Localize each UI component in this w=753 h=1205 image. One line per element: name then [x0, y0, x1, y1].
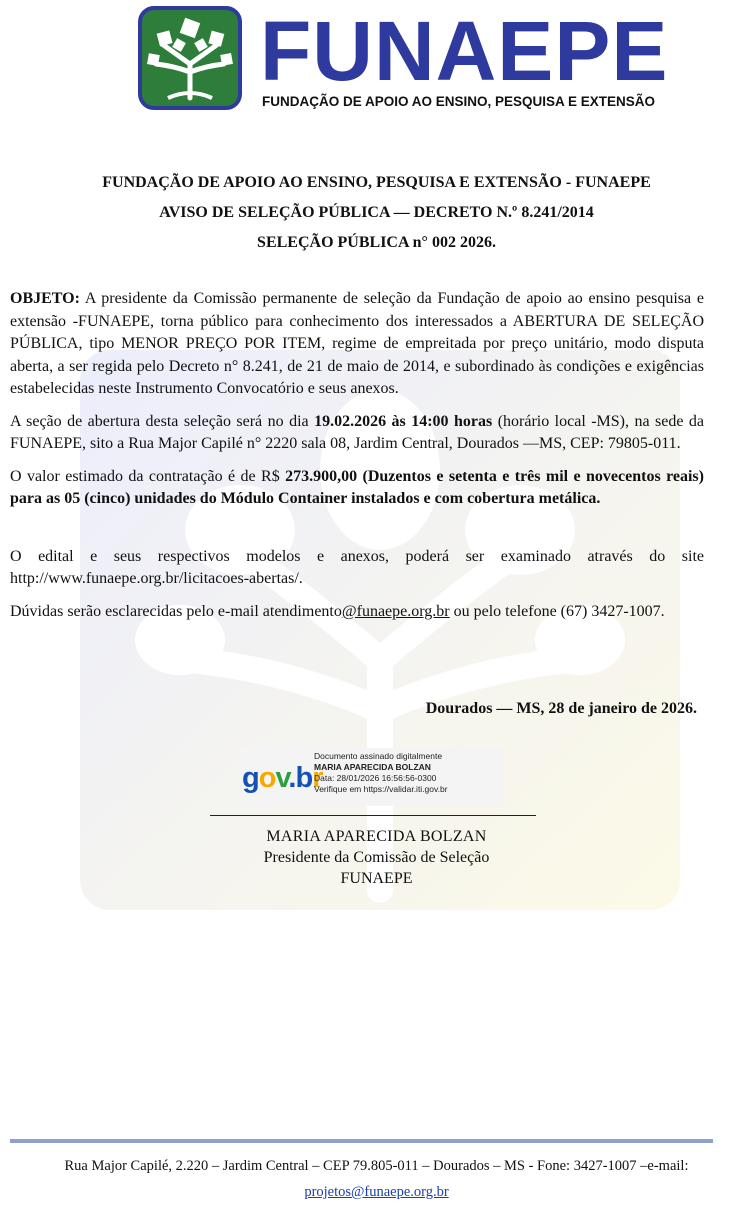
duvidas-paragraph [10, 601, 704, 624]
edital-paragraph: O edital e seus respectivos modelos e anexos, poderá ser examinado através do site http://www.funaepe.org.br/licitacoes-abertas/. [10, 547, 704, 587]
signer-name: MARIA APARECIDA BOLZAN [266, 828, 487, 845]
objeto-text: A presidente da Comissão permanente de seleção da Fundação de apoio ao ensino pesquisa e extensão -FUNAEPE, torna público para conhecimento dos interessados a ABERTURA DE SELEÇÃO PÚBLICA, tipo MENOR PREÇO POR ITEM, regime de empreitada por preço unitário, modo disputa aberta, a ser regida pelo Decreto n° 8.241, de 21 de maio de 2014, e subordinado às condições e exigências estabelecidas neste Instrumento Convocatório e seus anexos. [10, 290, 704, 397]
signature-details [314, 751, 448, 795]
signature-date: Data: 28/01/2026 16:56:56-0300 [314, 773, 437, 783]
title-line-3: SELEÇÃO PÚBLICA n° 002 2026. [257, 234, 496, 251]
duvidas-post: ou pelo telefone (67) 3427-1007. [449, 602, 665, 620]
signer-block [0, 826, 753, 889]
document-titles [0, 168, 753, 258]
brand-subtitle: FUNDAÇÃO DE APOIO AO ENSINO, PESQUISA E EXTENSÃO [262, 94, 656, 109]
footer-email-link[interactable]: projetos@funaepe.org.br [304, 1184, 449, 1200]
secao-datetime: 19.02.2026 às 14:00 horas [314, 412, 493, 430]
spacer [10, 521, 704, 546]
footer [0, 1153, 753, 1205]
footer-address: Rua Major Capilé, 2.220 – Jardim Central – CEP 79.805-011 – Dourados – MS - Fone: 3427-1007 –e-mail: [64, 1158, 689, 1174]
secao-post: (horário local -MS), na sede da FUNAEPE, sito a Rua Major Capilé n° 2220 sala 08, Jardim Central, Dourados —MS, CEP: 79805-011. [10, 412, 705, 452]
secao-pre: A seção de abertura desta seleção será no dia [10, 412, 315, 430]
title-line-2: AVISO DE SELEÇÃO PÚBLICA — DECRETO N.º 8.241/2014 [159, 204, 594, 221]
digital-signature-stamp [240, 748, 504, 806]
govbr-logo-icon: gov.br [242, 762, 323, 794]
valor-paragraph [10, 466, 704, 511]
duvidas-pre: Dúvidas serão esclarecidas pelo e-mail atendimento [10, 602, 342, 620]
place-and-date: Dourados — MS, 28 de janeiro de 2026. [425, 700, 697, 717]
valor-amount: 273.900,00 (Duzentos e setenta e três mil e novecentos reais) para as 05 (cinco) unidades do Módulo Container instalados e com cobertura metálica. [10, 467, 704, 507]
document-body [10, 288, 704, 633]
funaepe-tree-logo-icon [138, 6, 242, 110]
signer-role: Presidente da Comissão de Seleção [263, 849, 490, 866]
signature-line [210, 815, 536, 816]
brand-name: FUNAEPE [260, 4, 669, 98]
objeto-paragraph [10, 288, 704, 401]
secao-paragraph [10, 411, 704, 456]
valor-pre: O valor estimado da contratação é de R$ [10, 467, 286, 485]
header [138, 4, 669, 110]
footer-divider [10, 1139, 713, 1143]
objeto-label: OBJETO: [10, 290, 80, 307]
duvidas-email-link[interactable]: @funaepe.org.br [341, 602, 450, 620]
signature-name: MARIA APARECIDA BOLZAN [314, 762, 431, 772]
signer-org: FUNAEPE [340, 870, 413, 887]
signature-header: Documento assinado digitalmente [314, 751, 443, 761]
signature-verify: Verifique em https://validar.iti.gov.br [314, 784, 448, 794]
title-line-1: FUNDAÇÃO DE APOIO AO ENSINO, PESQUISA E EXTENSÃO - FUNAEPE [102, 174, 651, 191]
